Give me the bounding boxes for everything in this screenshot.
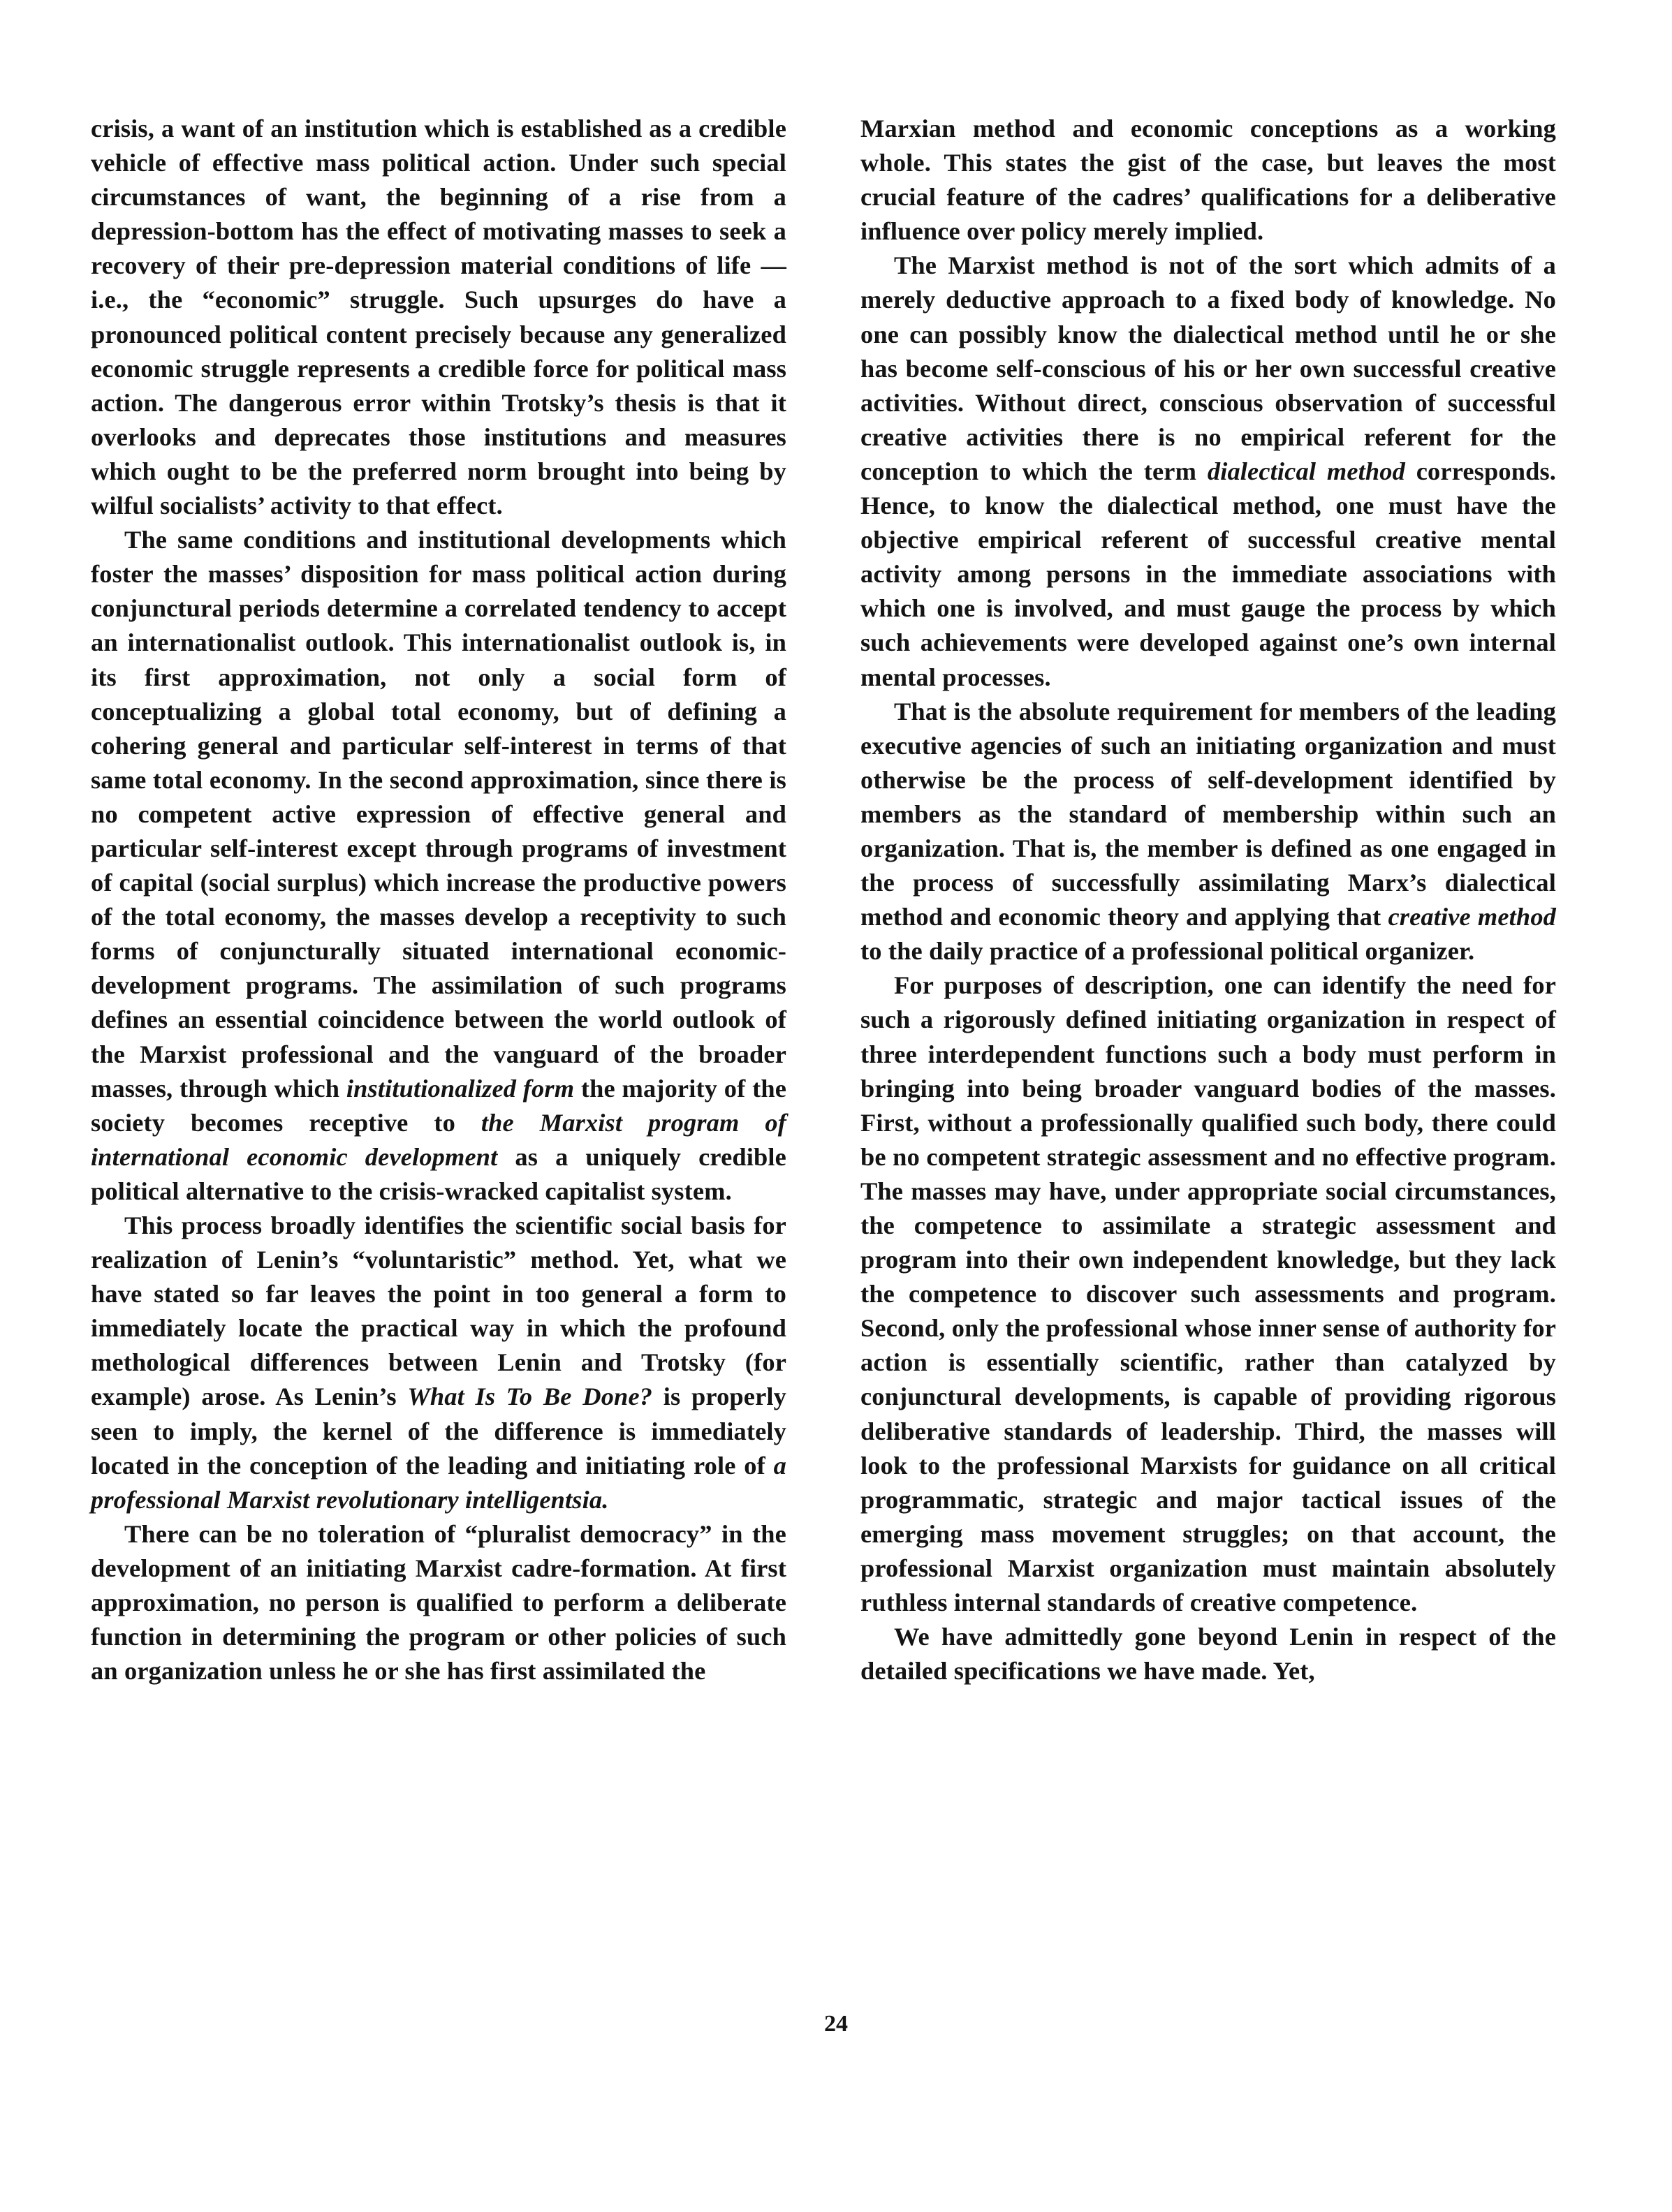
italic-phrase: the Marxist program of international economic development	[91, 1108, 786, 1171]
text-run: corresponds. Hence, to know the dialectical method, one must have the objective empirical referent of successful creative mental activity among persons in the immediate associations with which one is involved, and must gauge the process by which such achievements were developed against one’s own internal mental processes.	[860, 457, 1557, 691]
text-run: as a uniquely credible political alternative to the crisis-wracked capitalist system.	[91, 1142, 786, 1205]
paragraph	[860, 1620, 1556, 1688]
text-run: Marxian method and economic conceptions as a working whole. This states the gist of the case, but leaves the most crucial feature of the cadres’ qualifications for a deliberative influence over policy merely implied.	[860, 115, 1556, 246]
italic-phrase: dialectical method	[1207, 457, 1405, 485]
text-run: the majority of the society becomes receptive to	[91, 1074, 787, 1137]
text-run: The same conditions and institutional developments which foster the masses’ disposition for mass political action during conjunctural periods determine a correlated tendency to accept an internationalist outlook. This internationalist outlook is, in its first approximation, not only a social form of conceptualizing a global total economy, but of defining a cohering general and particular self-interest in terms of that same total economy. In the second approximation, since there is no competent active expression of effective general and particular self-interest except through programs of investment of capital (social surplus) which increase the productive powers of the total economy, the masses develop a receptivity to such forms of conjuncturally situated international economic-development programs. The assimilation of such programs defines an essential coincidence between the world outlook of the Marxist professional and the vanguard of the broader masses, through which	[91, 526, 786, 1103]
text-run: That is the absolute requirement for members of the leading executive agencies of such an initiating organization and must otherwise be the process of self-development identified by members as the standard of membership within such an organization. That is, the member is defined as one engaged in the process of successfully assimilating Marx’s dialectical method and economic theory and applying that	[860, 697, 1556, 931]
paragraph	[860, 112, 1556, 249]
italic-phrase: What Is To Be Done?	[407, 1382, 653, 1411]
text-run: This process broadly identifies the scientific social basis for realization of Lenin’s “voluntaristic” method. Yet, what we have stated so far leaves the point in too general a form to immediately locate the practical way in which the profound methological differences between Lenin and Trotsky (for example) arose. As Lenin’s	[91, 1211, 786, 1411]
paragraph	[91, 112, 786, 523]
text-run: to the daily practice of a professional political organizer.	[860, 937, 1475, 966]
right-column	[860, 112, 1556, 1688]
paragraph	[860, 249, 1556, 694]
text-run: is properly seen to imply, the kernel of the difference is immediately located in the conception of the leading and initiating role of	[91, 1382, 787, 1480]
paragraph	[860, 695, 1556, 969]
text-run: We have admittedly gone beyond Lenin in respect of the detailed specifications we have made. Yet,	[860, 1623, 1556, 1686]
paragraph	[91, 1517, 786, 1688]
paragraph	[91, 1209, 786, 1517]
text-run: For purposes of description, one can identify the need for such a rigorously defined initiating organization in respect of three interdependent functions such a body must perform in bringing into being broader vanguard bodies of the masses. First, without a professionally qualified such body, there could be no competent strategic assessment and no effective program. The masses may have, under appropriate social circumstances, the competence to assimilate a strategic assessment and program into their own independent knowledge, but they lack the competence to discover such assessments and program. Second, only the professional whose inner sense of authority for action is essentially scientific, rather than catalyzed by conjunctural developments, is capable of providing rigorous deliberative standards of leadership. Third, the masses will look to the professional Marxists for guidance on all critical programmatic, strategic and major tactical issues of the emerging mass movement struggles; on that account, the professional Marxist organization must maintain absolutely ruthless internal standards of creative competence.	[860, 971, 1556, 1617]
italic-phrase: institutionalized form	[346, 1074, 575, 1103]
text-run: The Marxist method is not of the sort which admits of a merely deductive approach to a fixed body of knowledge. No one can possibly know the dialectical method until he or she has become self-conscious of his or her own successful creative activities. Without direct, conscious observation of successful creative activities there is no empirical referent for the conception to which the term	[860, 251, 1556, 485]
text-run: crisis, a want of an institution which is established as a credible vehicle of effective mass political action. Under such special circumstances of want, the beginning of a rise from a depression-bottom has the effect of motivating masses to seek a recovery of their pre-depression material conditions of life — i.e., the “economic” struggle. Such upsurges do have a pronounced political content precisely because any generalized economic struggle represents a credible force for political mass action. The dangerous error within Trotsky’s thesis is that it overlooks and deprecates those institutions and measures which ought to be the preferred norm brought into being by wilful socialists’ activity to that effect.	[91, 115, 786, 520]
paragraph	[91, 523, 786, 1209]
text-run: There can be no toleration of “pluralist democracy” in the development of an initiating Marxist cadre-formation. At first approximation, no person is qualified to perform a deliberate function in determining the program or other policies of such an organization unless he or she has first assimilated the	[91, 1519, 786, 1686]
left-column	[91, 112, 786, 1688]
italic-phrase: creative method	[1388, 903, 1557, 931]
paragraph	[860, 968, 1556, 1620]
page-number: 24	[824, 2011, 848, 2037]
italic-phrase: a professional Marxist revolutionary intelligentsia.	[91, 1451, 786, 1514]
